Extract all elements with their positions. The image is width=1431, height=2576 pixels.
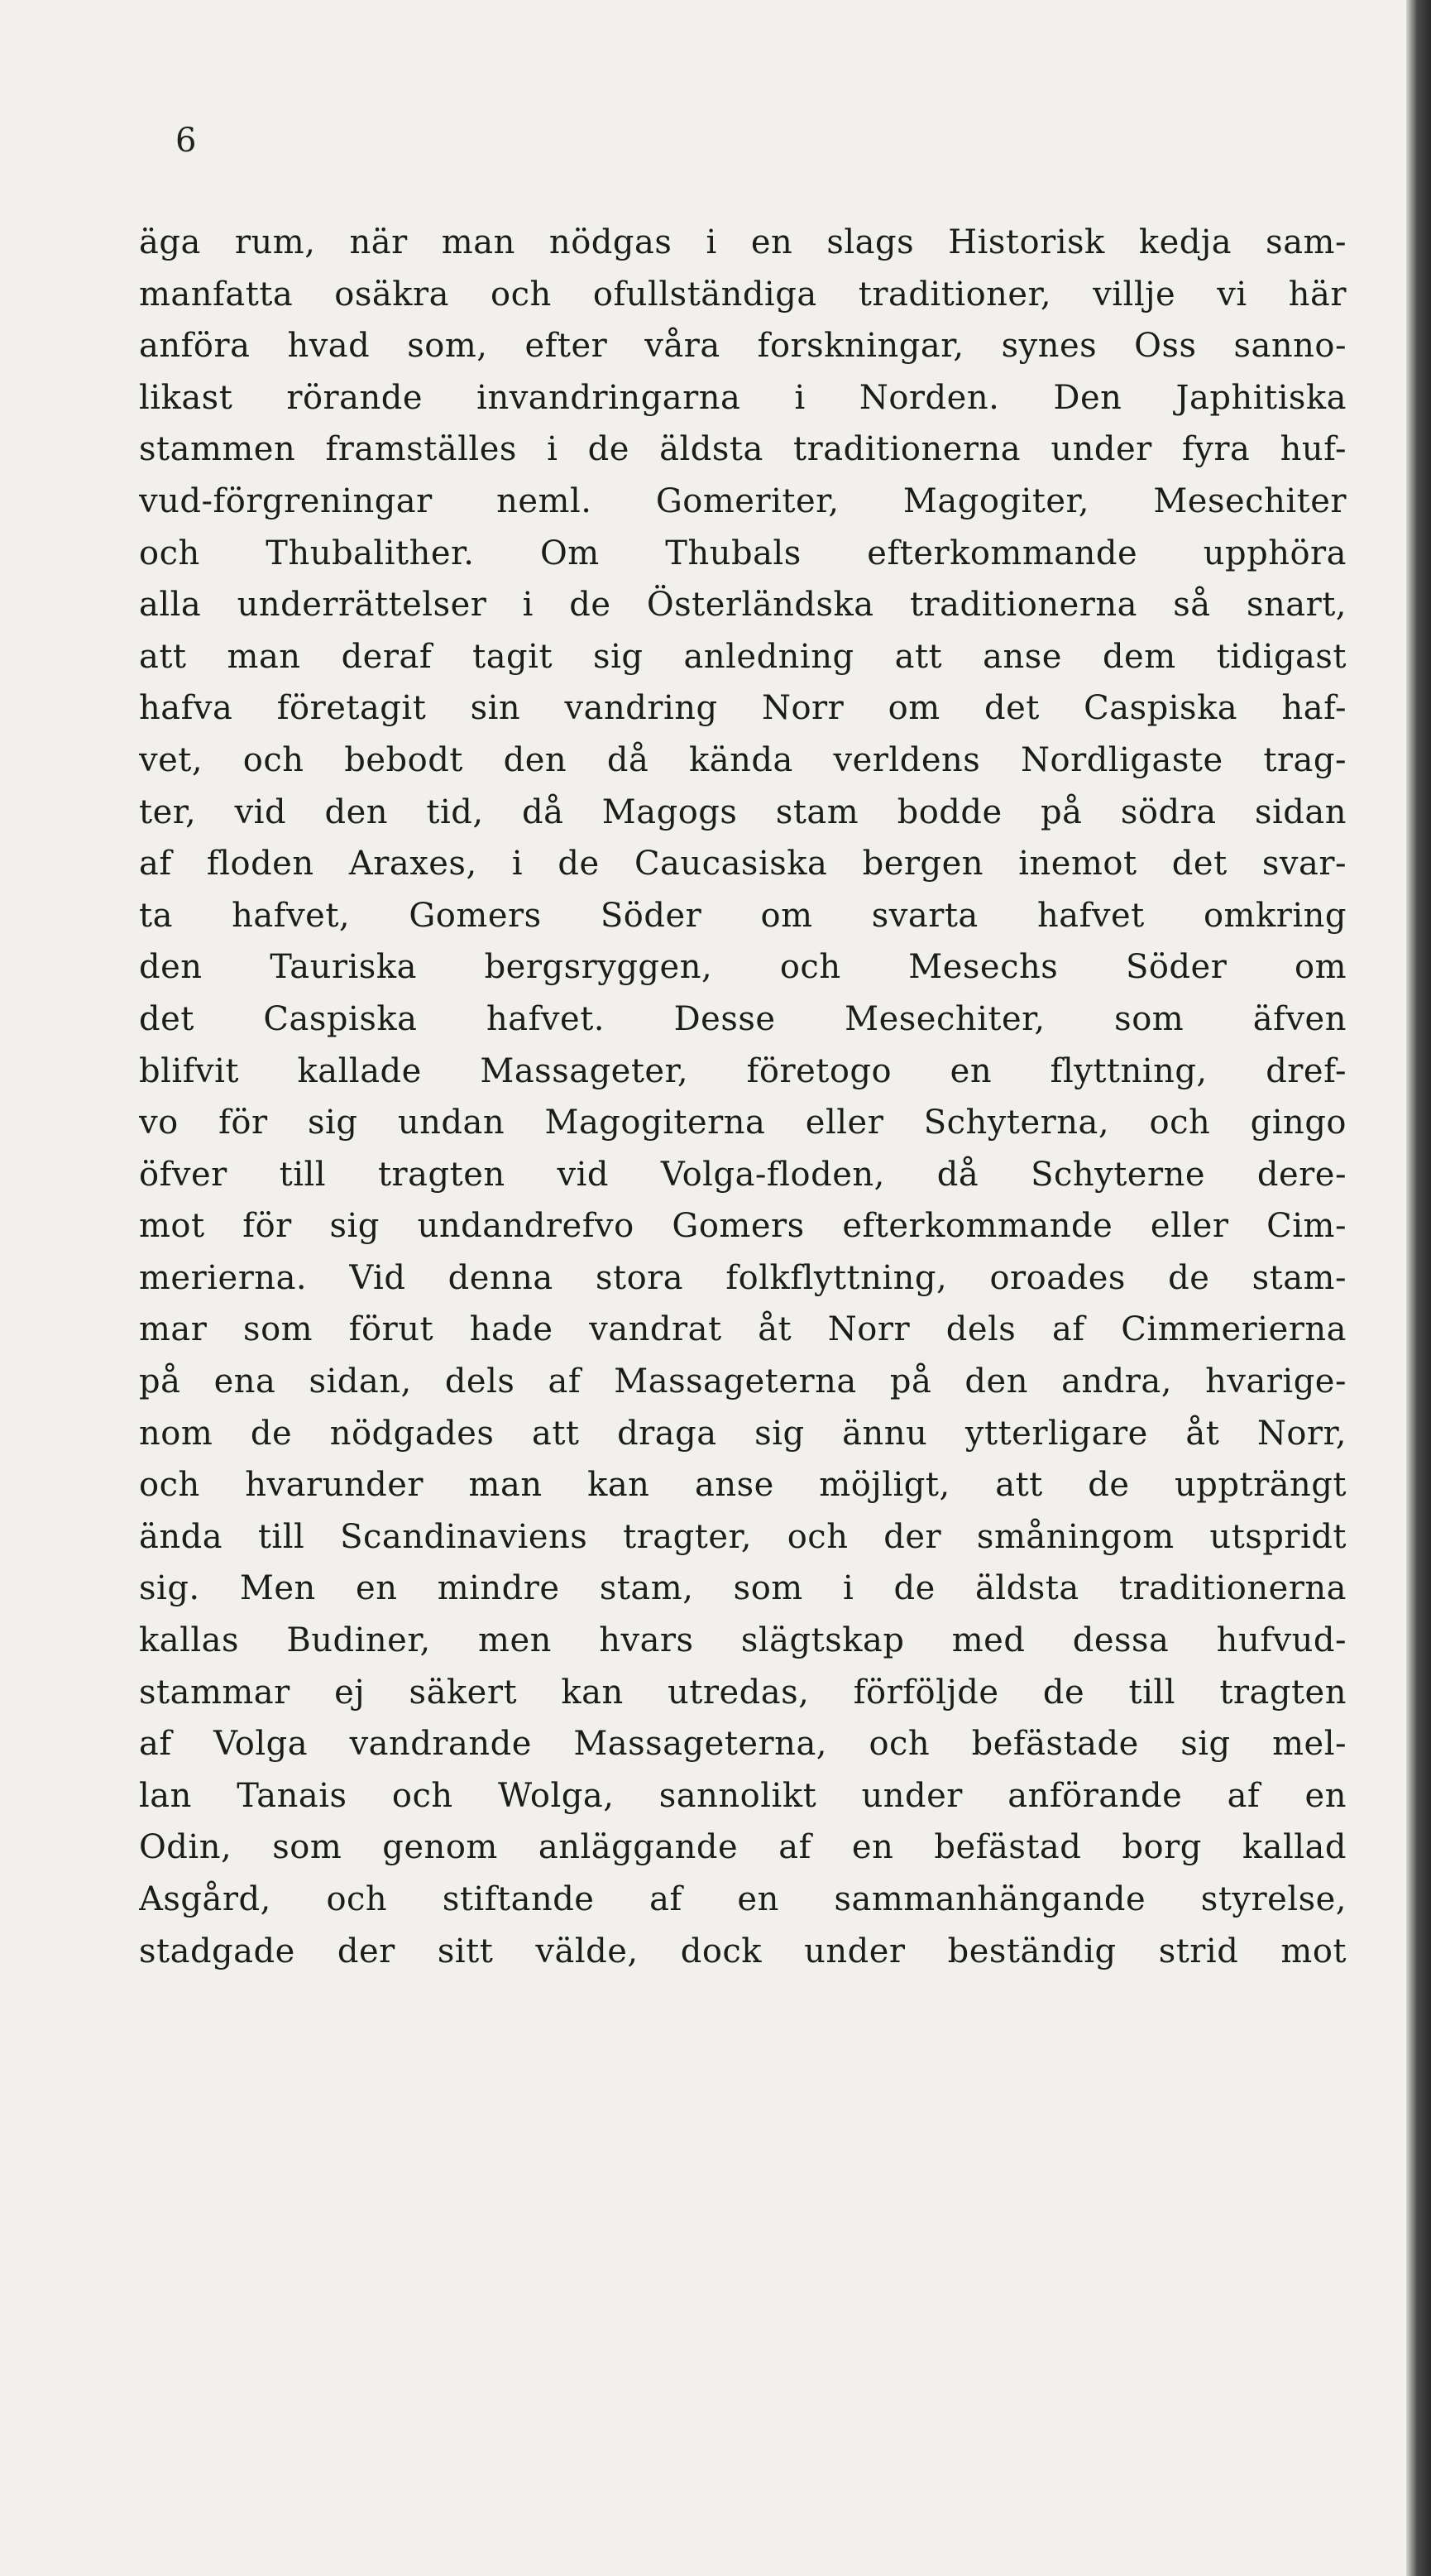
text-line: äga rum, när man nödgas i en slags Historisk kedja sam- [139, 223, 1347, 261]
text-line: öfver till tragten vid Volga-floden, då Schyterne dere- [139, 1155, 1347, 1194]
text-line: Odin, som genom anläggande af en befästad borg kallad [139, 1828, 1347, 1867]
text-line: stammen framställes i de äldsta traditionerna under fyra huf- [139, 430, 1347, 469]
text-line: merierna. Vid denna stora folkflyttning, oroades de stam- [139, 1258, 1347, 1297]
text-line: den Tauriska bergsryggen, och Mesechs Söder om [139, 948, 1347, 987]
text-line: hafva företagit sin vandring Norr om det Caspiska haf- [139, 689, 1347, 728]
text-line: vet, och bebodt den då kända verldens Nordligaste trag- [139, 740, 1347, 779]
text-line: mar som förut hade vandrat åt Norr dels af Cimmerierna [139, 1310, 1347, 1349]
text-line: lan Tanais och Wolga, sannolikt under anförande af en [139, 1776, 1347, 1815]
text-line: på ena sidan, dels af Massageterna på den andra, hvarige- [139, 1362, 1347, 1401]
text-line: ända till Scandinaviens tragter, och der småningom utspridt [139, 1517, 1347, 1556]
text-line: nom de nödgades att draga sig ännu ytterligare åt Norr, [139, 1414, 1347, 1453]
text-line: ter, vid den tid, då Magogs stam bodde på södra sidan [139, 792, 1347, 831]
text-line: anföra hvad som, efter våra forskningar, synes Oss sanno- [139, 327, 1347, 366]
text-line: af floden Araxes, i de Caucasiska bergen inemot det svar- [139, 845, 1347, 883]
text-line: vud-förgreningar neml. Gomeriter, Magogiter, Mesechiter [139, 481, 1347, 520]
text-line: att man deraf tagit sig anledning att anse dem tidigast [139, 637, 1347, 676]
text-line: manfatta osäkra och ofullständiga traditioner, villje vi här [139, 275, 1347, 314]
text-line: alla underrättelser i de Österländska traditionerna så snart, [139, 586, 1347, 625]
text-line: blifvit kallade Massageter, företogo en flyttning, dref- [139, 1051, 1347, 1090]
text-line: Asgård, och stiftande af en sammanhängande styrelse, [139, 1880, 1347, 1918]
body-text [139, 217, 1347, 1977]
text-line: sig. Men en mindre stam, som i de äldsta traditionerna [139, 1569, 1347, 1608]
text-line: ta hafvet, Gomers Söder om svarta hafvet omkring [139, 896, 1347, 935]
text-line: af Volga vandrande Massageterna, och befästade sig mel- [139, 1725, 1347, 1764]
book-spine-edge [1406, 0, 1431, 2576]
text-line: mot för sig undandrefvo Gomers efterkommande eller Cim- [139, 1207, 1347, 1246]
text-line: och Thubalither. Om Thubals efterkommande upphöra [139, 534, 1347, 572]
text-line: kallas Budiner, men hvars slägtskap med dessa hufvud- [139, 1621, 1347, 1660]
text-line: stammar ej säkert kan utredas, förföljde de till tragten [139, 1673, 1347, 1712]
text-line: det Caspiska hafvet. Desse Mesechiter, som äfven [139, 999, 1347, 1038]
page-number: 6 [175, 122, 197, 160]
text-line: och hvarunder man kan anse möjligt, att de uppträngt [139, 1466, 1347, 1505]
text-line: likast rörande invandringarna i Norden. Den Japhitiska [139, 378, 1347, 417]
text-line: stadgade der sitt välde, dock under beständig strid mot [139, 1932, 1347, 1970]
text-line: vo för sig undan Magogiterna eller Schyterna, och gingo [139, 1104, 1347, 1142]
